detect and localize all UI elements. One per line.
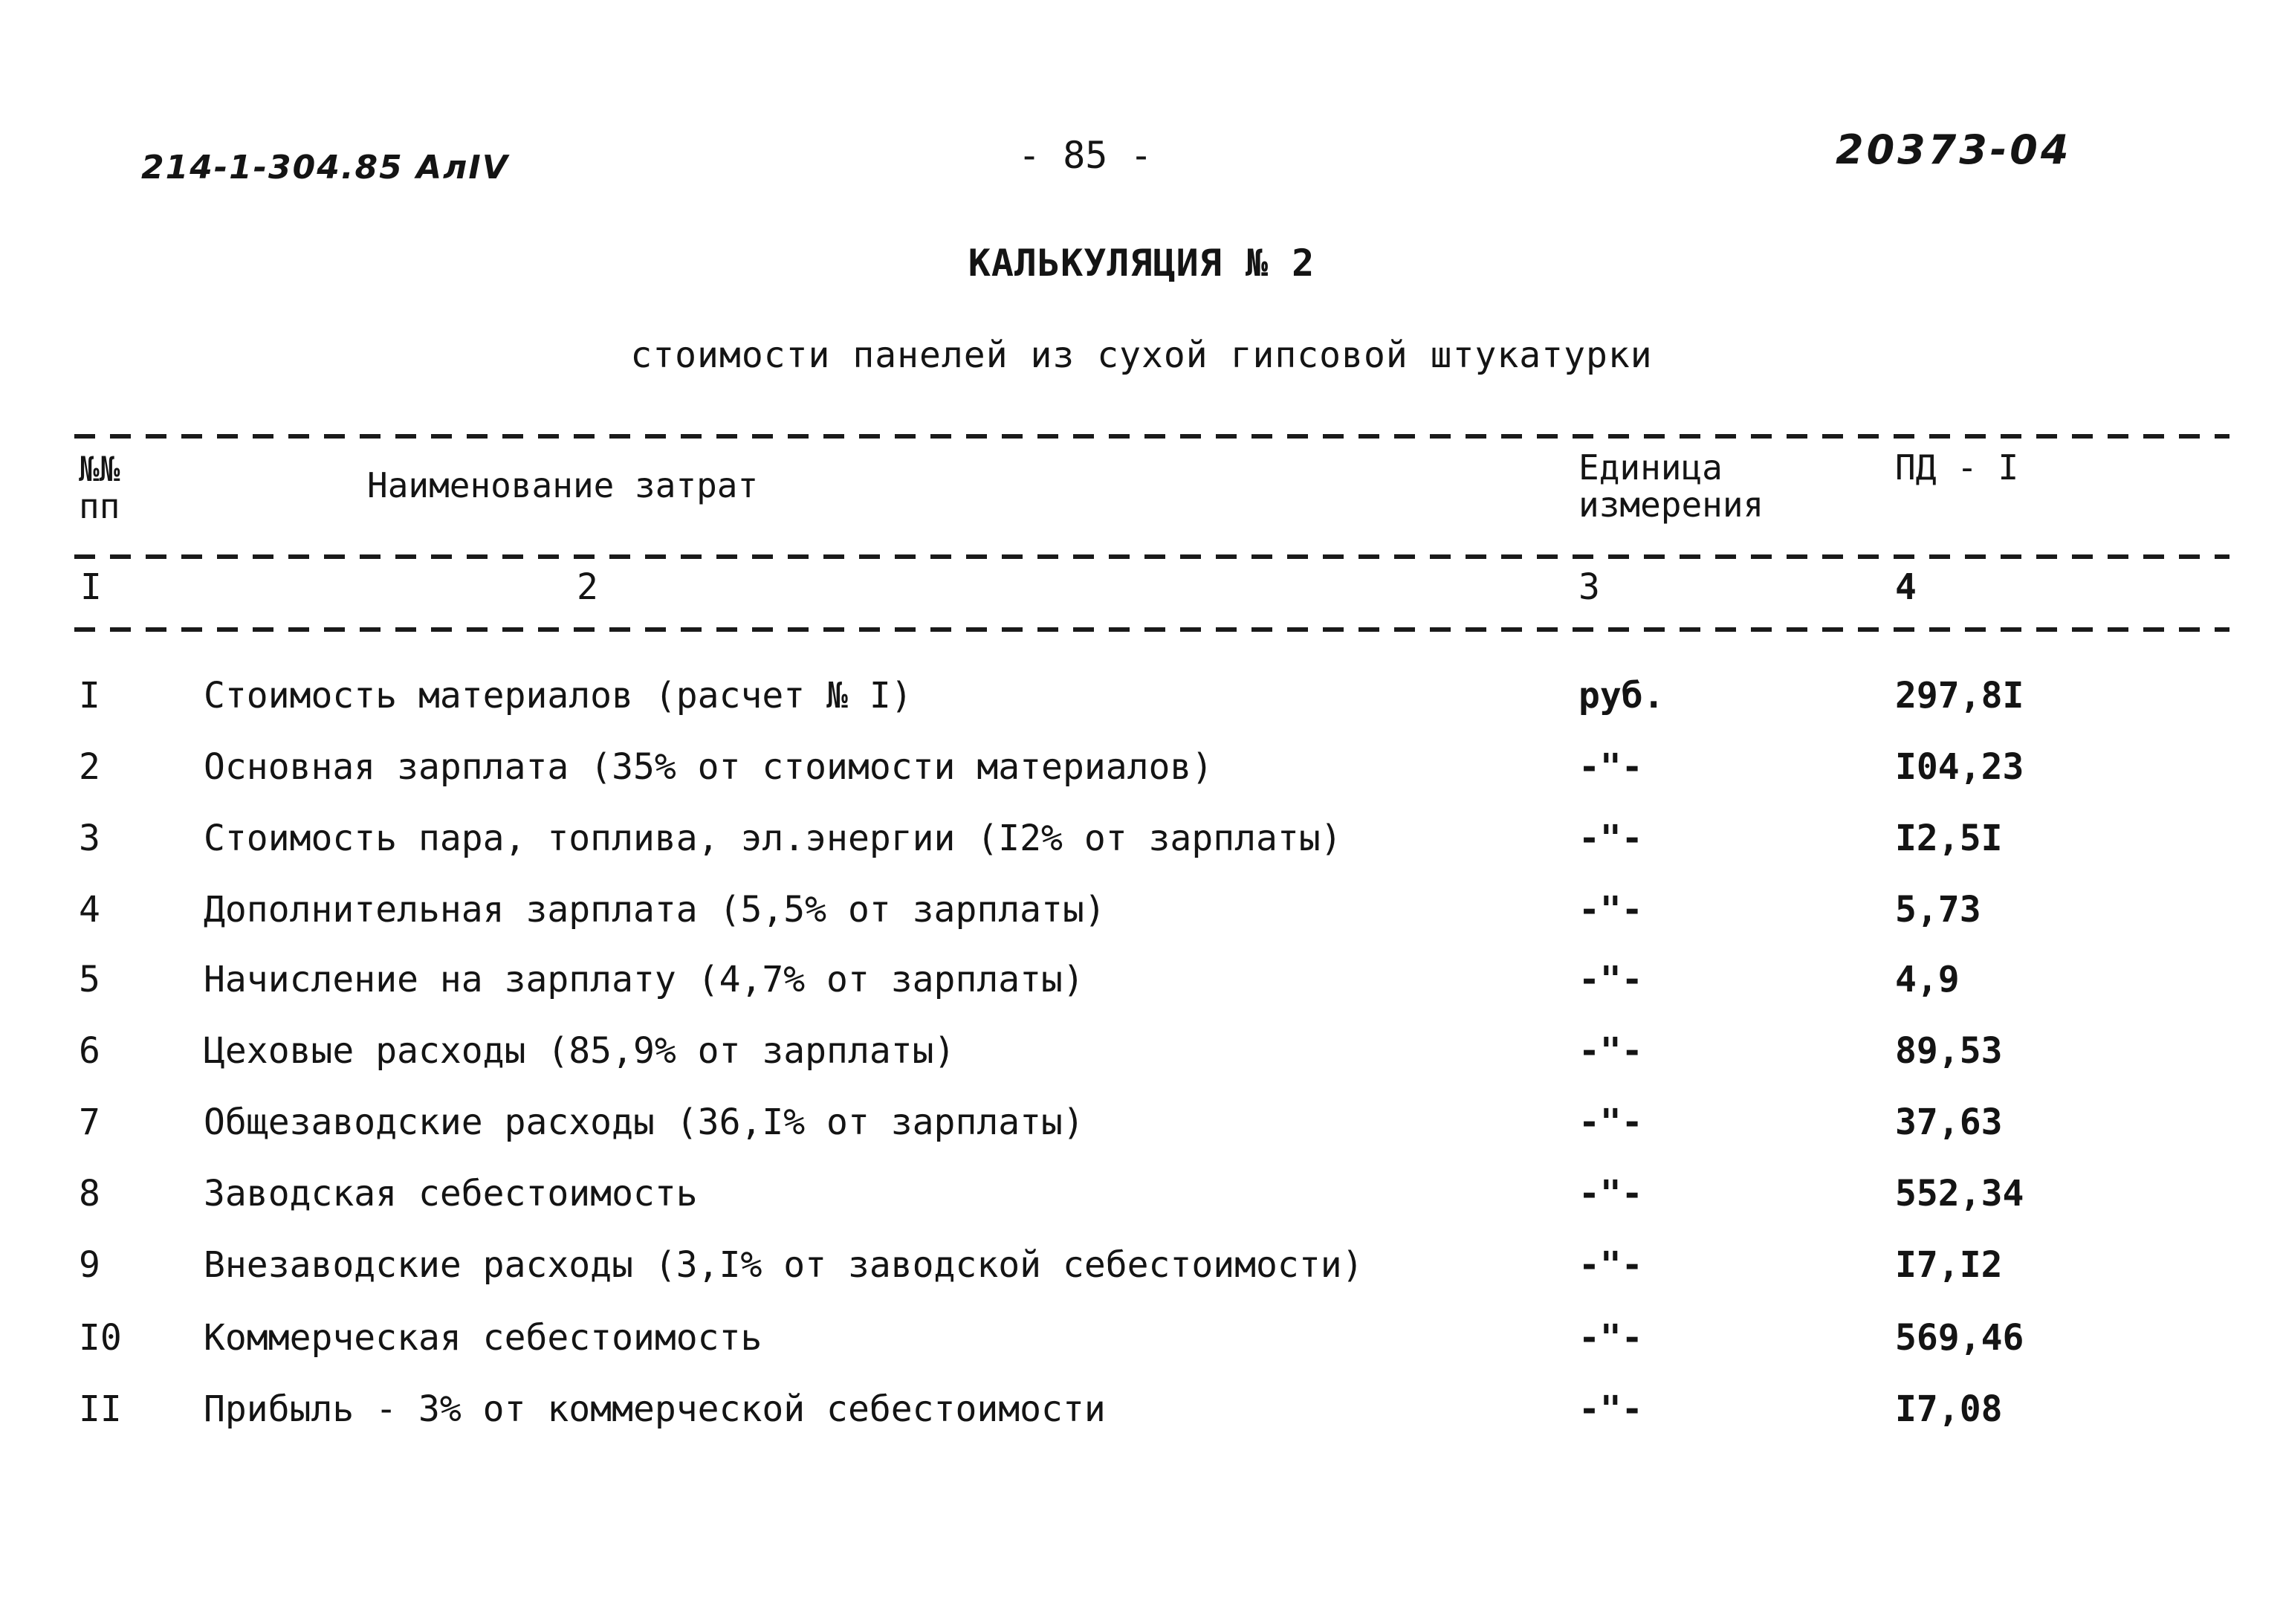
row-value: I7,08 [1895,1388,2003,1430]
row-number: 3 [79,818,100,859]
document-subtitle: стоимости панелей из сухой гипсовой штукатурки [630,334,1653,376]
column-header-unit: Единица измерения [1578,447,1764,525]
column-number: 4 [1895,566,1917,608]
row-value: I7,I2 [1895,1244,2003,1286]
row-name: Дополнительная зарплата (5,5% от зарплаты) [204,889,1106,931]
page-number: - 85 - [1018,134,1153,177]
row-number: I0 [79,1317,122,1359]
column-number: 2 [577,566,598,608]
row-unit: -"- [1578,889,1643,931]
row-number: 4 [79,889,100,931]
table-rule-top [74,434,2229,439]
row-value: I2,5I [1895,818,2003,859]
row-name: Основная зарплата (35% от стоимости материалов) [204,746,1214,788]
row-number: 6 [79,1030,100,1072]
row-name: Общезаводские расходы (36,I% от зарплаты) [204,1101,1084,1143]
row-name: Внезаводские расходы (3,I% от заводской себестоимости) [204,1244,1364,1286]
row-unit: -"- [1578,959,1643,1000]
column-header-value: ПД - I [1895,447,2019,488]
row-name: Стоимость материалов (расчет № I) [204,675,913,716]
table-rule-header [74,554,2229,559]
row-value: 5,73 [1895,889,1981,931]
row-name: Стоимость пара, топлива, эл.энергии (I2% от зарплаты) [204,818,1342,859]
row-value: I04,23 [1895,746,2024,788]
row-name: Цеховые расходы (85,9% от зарплаты) [204,1030,956,1072]
row-number: I [79,675,100,716]
row-value: 297,8I [1895,675,2024,716]
row-number: 5 [79,959,100,1000]
row-unit: -"- [1578,1030,1643,1072]
row-value: 37,63 [1895,1101,2003,1143]
row-name: Коммерческая себестоимость [204,1317,762,1359]
row-unit: руб. [1578,675,1665,716]
column-number: I [80,566,102,608]
row-unit: -"- [1578,1388,1643,1430]
document-number: 20373-04 [1836,126,2072,173]
row-number: 2 [79,746,100,788]
row-unit: -"- [1578,1317,1643,1359]
row-number: II [79,1388,122,1430]
document-code: 214-1-304.85 АлIV [141,149,509,187]
row-number: 9 [79,1244,100,1286]
row-unit: -"- [1578,1173,1643,1214]
row-value: 552,34 [1895,1173,2024,1214]
row-value: 89,53 [1895,1030,2003,1072]
row-name: Заводская себестоимость [204,1173,698,1214]
row-unit: -"- [1578,1101,1643,1143]
row-unit: -"- [1578,1244,1643,1286]
row-number: 8 [79,1173,100,1214]
document-title: КАЛЬКУЛЯЦИЯ № 2 [968,242,1315,285]
row-value: 4,9 [1895,959,1960,1000]
row-number: 7 [79,1101,100,1143]
column-header-number: №№ пп [79,449,120,526]
row-unit: -"- [1578,818,1643,859]
table-rule-body [74,627,2229,632]
row-name: Прибыль - 3% от коммерческой себестоимости [204,1388,1106,1430]
column-header-name: Наименование затрат [367,465,759,505]
row-value: 569,46 [1895,1317,2024,1359]
row-unit: -"- [1578,746,1643,788]
row-name: Начисление на зарплату (4,7% от зарплаты) [204,959,1084,1000]
column-number: 3 [1578,566,1600,608]
